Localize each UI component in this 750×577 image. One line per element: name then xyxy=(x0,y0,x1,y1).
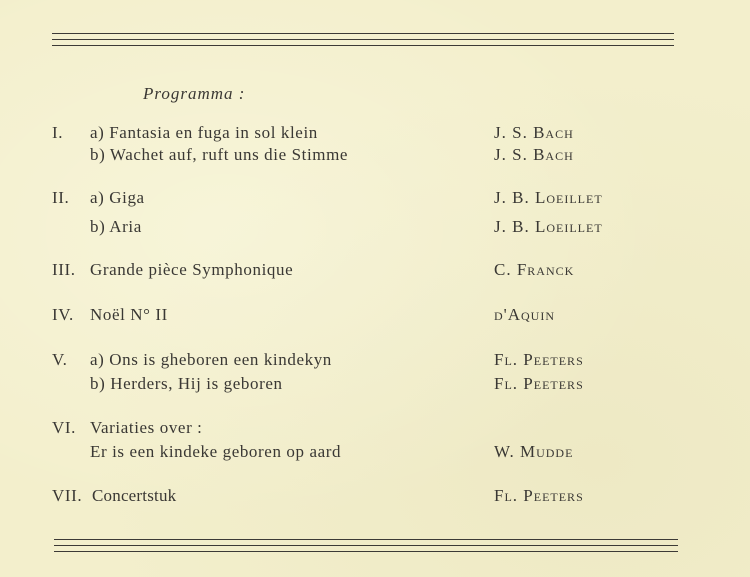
item-5b-title: b) Herders, Hij is geboren xyxy=(90,374,283,393)
item-numeral-7: VII. xyxy=(52,486,83,505)
rule-line xyxy=(54,545,678,546)
item-3-composer: C. Franck xyxy=(494,260,575,279)
rule-line xyxy=(52,45,674,46)
item-1a-title: a) Fantasia en fuga in sol klein xyxy=(90,123,318,142)
item-numeral-6: VI. xyxy=(52,418,76,437)
item-1b-title: b) Wachet auf, ruft uns die Stimme xyxy=(90,145,349,164)
program-heading: Programma : xyxy=(143,84,246,103)
item-2b-composer: J. B. Loeillet xyxy=(494,217,603,236)
item-2b-title: b) Aria xyxy=(90,217,142,236)
rule-line xyxy=(52,39,674,40)
bottom-double-rule xyxy=(54,539,678,557)
item-5a-title: a) Ons is gheboren een kindekyn xyxy=(90,350,332,369)
item-6-composer: W. Mudde xyxy=(494,442,574,461)
rule-line xyxy=(54,539,678,540)
item-5a-composer: Fl. Peeters xyxy=(494,350,584,369)
item-7-composer: Fl. Peeters xyxy=(494,486,584,505)
item-5b-composer: Fl. Peeters xyxy=(494,374,584,393)
item-numeral-1: I. xyxy=(52,123,64,142)
item-6-heading: Variaties over : xyxy=(90,418,203,437)
item-2a-composer: J. B. Loeillet xyxy=(494,188,603,207)
item-6-title: Er is een kindeke geboren op aard xyxy=(90,442,342,461)
rule-line xyxy=(52,33,674,34)
item-2a-title: a) Giga xyxy=(90,188,145,207)
item-3-title: Grande pièce Symphonique xyxy=(90,260,294,279)
item-4-composer: d'Aquin xyxy=(494,305,555,324)
item-numeral-5: V. xyxy=(52,350,68,369)
item-4-title: Noël N° II xyxy=(90,305,168,324)
item-7-title: Concertstuk xyxy=(92,486,177,505)
item-numeral-4: IV. xyxy=(52,305,74,324)
item-1a-composer: J. S. Bach xyxy=(494,123,574,142)
item-numeral-2: II. xyxy=(52,188,70,207)
top-double-rule xyxy=(52,33,674,51)
rule-line xyxy=(54,551,678,552)
item-1b-composer: J. S. Bach xyxy=(494,145,574,164)
item-numeral-3: III. xyxy=(52,260,76,279)
